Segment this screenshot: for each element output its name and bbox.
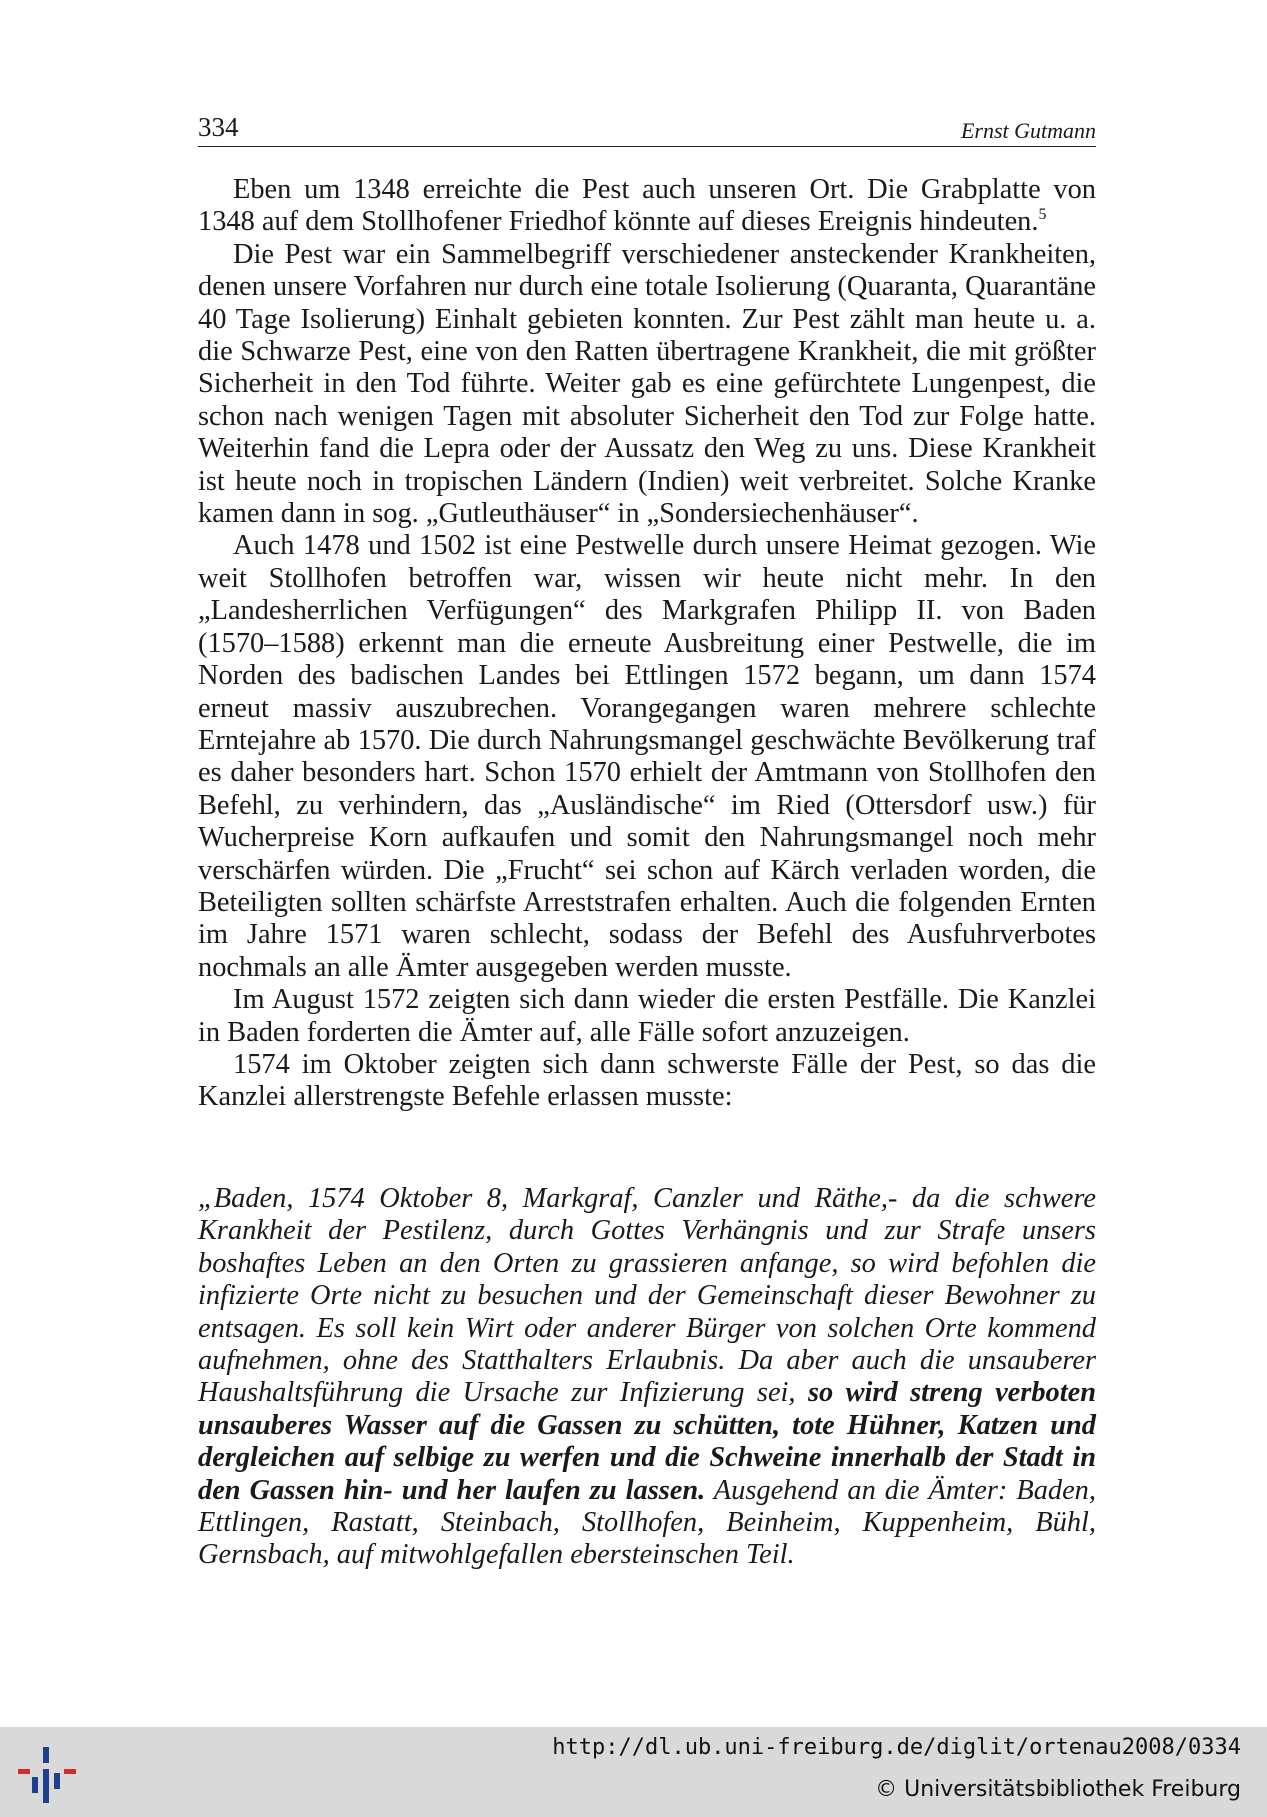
paragraph: Die Pest war ein Sammelbegriff verschiedener ansteckender Krankheiten, denen unsere Vorfahren nur durch eine totale Isolierung (Quaranta, Quarantäne 40 Tage Isolierung) Einhalt gebieten konnten. Zur Pest zählt man heute u. a. die Schwarze Pest, eine von den Ratten übertragene Krankheit, die mit größter Sicherheit in den Tod führte. Weiter gab es eine gefürchtete Lungenpest, die schon nach wenigen Tagen mit absoluter Sicherheit den Tod zur Folge hatte. Weiterhin fand die Lepra oder der Aussatz den Weg zu uns. Diese Krankheit ist heute noch in tropischen Ländern (Indien) weit verbreitet. Solche Kranke kamen dann in sog. „Gutleuthäuser“ in „Sondersiechenhäuser“. xyxy=(198,238,1096,530)
body-text xyxy=(198,174,1096,1114)
paragraph: Auch 1478 und 1502 ist eine Pestwelle durch unsere Heimat gezogen. Wie weit Stollhofen betroffen war, wissen wir heute nicht mehr. In den „Landesherrlichen Verfügungen“ des Markgrafen Philipp II. von Baden (1570–1588) erkennt man die erneute Ausbreitung einer Pestwelle, die im Norden des badischen Landes bei Ettlingen 1572 begann, um dann 1574 erneut massiv auszubrechen. Vorangegangen waren mehrere schlechte Erntejahre ab 1570. Die durch Nahrungsmangel geschwächte Bevölkerung traf es daher besonders hart. Schon 1570 erhielt der Amtmann von Stollhofen den Befehl, zu verhindern, das „Ausländische“ im Ried (Ottersdorf usw.) für Wucherpreise Korn aufkaufen und somit den Nahrungsmangel noch mehr verschärfen würden. Die „Frucht“ sei schon auf Kärch verladen worden, die Beteiligten sollten schärfste Arreststrafen erhalten. Auch die folgenden Ernten im Jahre 1571 waren schlecht, sodass der Befehl des Ausfuhrverbotes nochmals an alle Ämter ausgegeben werden musste. xyxy=(198,530,1096,983)
page-number: 334 xyxy=(198,112,239,142)
footnote-ref[interactable]: 5 xyxy=(1038,206,1047,224)
copyright-notice: © Universitätsbibliothek Freiburg xyxy=(875,1777,1241,1802)
block-quote xyxy=(198,1183,1096,1572)
ub-freiburg-logo-icon[interactable] xyxy=(16,1743,80,1807)
paragraph: 1574 im Oktober zeigten sich dann schwerste Fälle der Pest, so das die Kanzlei allerstrengste Befehle erlassen musste: xyxy=(198,1048,1096,1113)
paragraph: Eben um 1348 erreichte die Pest auch unseren Ort. Die Grabplatte von 1348 auf dem Stollhofener Friedhof könnte auf dieses Ereignis hindeuten.$^5$ xyxy=(198,174,1096,238)
document-url-link[interactable]: http://dl.ub.uni-freiburg.de/diglit/ortenau2008/0334 xyxy=(552,1735,1241,1760)
quote-text: „Baden, 1574 Oktober 8, Markgraf, Canzler und Räthe,- da die schwere Krankheit der Pestilenz, durch Gottes Verhängnis und zur Strafe unsers boshaftes Leben an den Orten zu grassieren anfange, so wird befohlen die infizierte Orte nicht zu besuchen und der Gemeinschaft dieser Bewohner zu entsagen. Es soll kein Wirt oder anderer Bürger von solchen Orte kommend aufnehmen, ohne des Statthalters Erlaubnis. Da aber auch die unsauberer Haushaltsführung die Ursache zur Infizierung sei, xyxy=(198,1183,1096,1409)
running-head-author: Ernst Gutmann xyxy=(960,118,1096,143)
paragraph: Im August 1572 zeigten sich dann wieder die ersten Pestfälle. Die Kanzlei in Baden forderten die Ämter auf, alle Fälle sofort anzuzeigen. xyxy=(198,984,1096,1048)
quote-text-end: Ausgehend an die Ämter: Baden, Ettlingen, Rastatt, Steinbach, Stollhofen, Beinheim, Kuppenheim, Bühl, Gernsbach, auf mitwohlgefallen ebersteinschen Teil. xyxy=(198,1474,1096,1571)
quote-bold-text: so wird streng verboten unsauberes Wasser auf die Gassen zu schütten, tote Hühner, Katzen und dergleichen auf selbige zu werfen und die Schweine innerhalb der Stadt in den Gassen hin- und her laufen zu lassen. xyxy=(198,1377,1096,1506)
footer-bar xyxy=(0,1727,1267,1817)
running-head xyxy=(198,108,1096,147)
